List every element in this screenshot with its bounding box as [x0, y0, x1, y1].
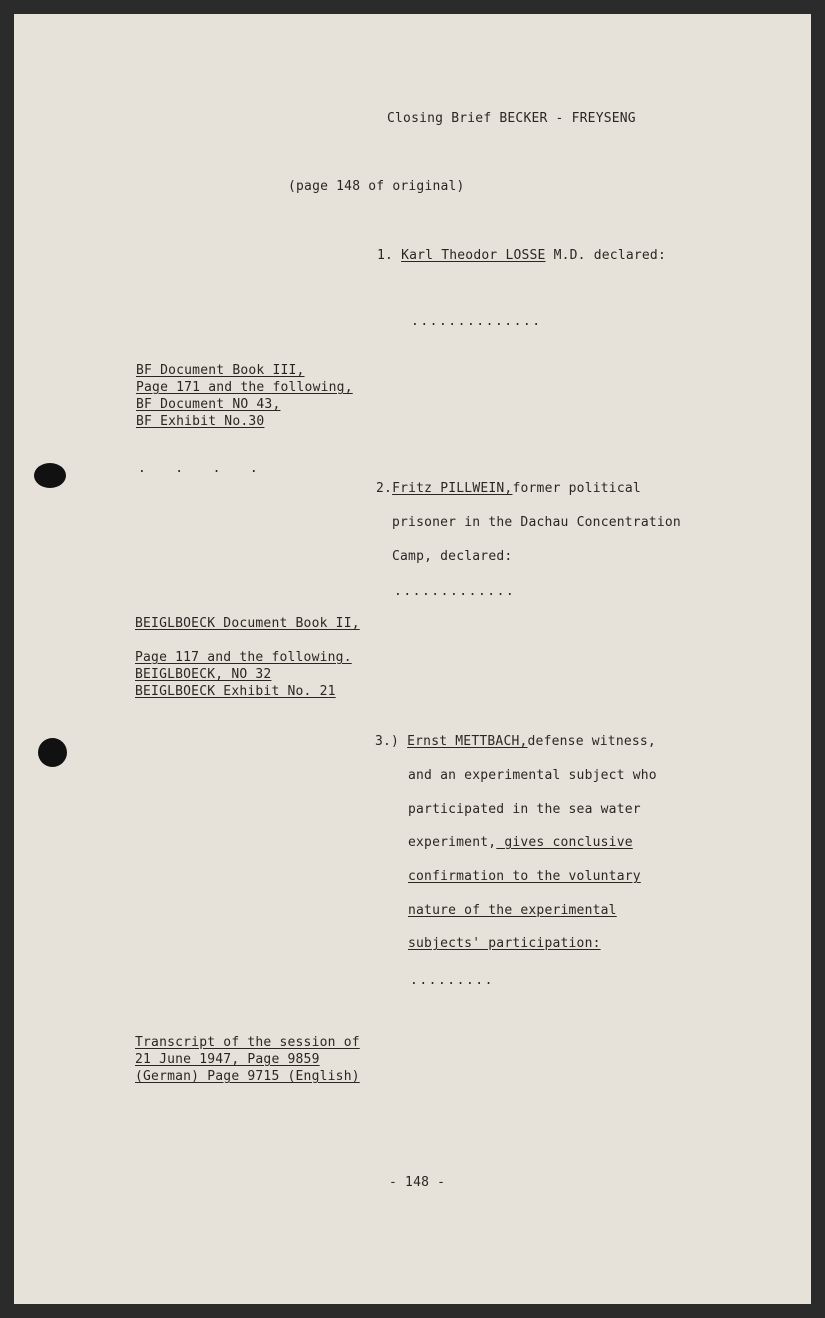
- ref-1-line-4: BF Exhibit No.30: [136, 414, 265, 429]
- ref-2-line-2: Page 117 and the following.: [135, 650, 352, 665]
- item-1-name: Karl Theodor LOSSE: [401, 248, 546, 263]
- item-2-ellipsis: .............: [394, 584, 516, 599]
- item-3-line-4-a: experiment,: [408, 835, 497, 850]
- document-page: [14, 14, 811, 1304]
- original-page-reference: (page 148 of original): [288, 179, 465, 194]
- punch-hole-bottom: [38, 738, 67, 767]
- item-2-number: 2.: [376, 481, 393, 496]
- item-3-number: 3.): [375, 734, 400, 749]
- item-3-name: Ernst METTBACH,: [407, 734, 528, 749]
- item-3-line-3: participated in the sea water: [408, 802, 641, 817]
- ref-2-line-3: BEIGLBOECK, NO 32: [135, 667, 272, 682]
- item-3-line-5: confirmation to the voluntary: [408, 869, 641, 884]
- item-3-ellipsis: .........: [410, 973, 494, 988]
- item-3-line-4-b: gives conclusive: [496, 835, 633, 850]
- item-2-line-3: Camp, declared:: [392, 549, 513, 564]
- ref-2-line-1: BEIGLBOECK Document Book II,: [135, 616, 360, 631]
- ref-3-line-3: (German) Page 9715 (English): [135, 1069, 360, 1084]
- item-3-line-1-rest: defense witness,: [527, 734, 656, 749]
- item-2-line-2: prisoner in the Dachau Concentration: [392, 515, 681, 530]
- item-3-line-1: [375, 733, 656, 750]
- item-1-ellipsis: ..............: [411, 314, 542, 329]
- item-3-line-7: subjects' participation:: [408, 936, 601, 951]
- ref-1-line-3: BF Document NO 43,: [136, 397, 281, 412]
- ref-2-line-4: BEIGLBOECK Exhibit No. 21: [135, 684, 336, 699]
- item-2-line-1: [376, 480, 641, 497]
- item-3-line-2: and an experimental subject who: [408, 768, 657, 783]
- item-3-line-6: nature of the experimental: [408, 903, 617, 918]
- item-2-line-1-rest: former political: [512, 481, 641, 496]
- item-3-line-4: [408, 834, 633, 851]
- ref-3-line-1: Transcript of the session of: [135, 1035, 360, 1050]
- ref-3-line-2: 21 June 1947, Page 9859: [135, 1052, 320, 1067]
- ref-1-line-1: BF Document Book III,: [136, 363, 305, 378]
- item-1-statement: [377, 247, 666, 264]
- document-title: Closing Brief BECKER - FREYSENG: [387, 111, 636, 126]
- item-1-rest: M.D. declared:: [545, 248, 666, 263]
- ref-1-line-2: Page 171 and the following,: [136, 380, 353, 395]
- item-1-number: 1.: [377, 248, 394, 263]
- punch-hole-top: [34, 463, 66, 488]
- separator-dots: . . . .: [138, 461, 260, 476]
- item-2-name: Fritz PILLWEIN,: [392, 481, 513, 496]
- page-number: - 148 -: [389, 1175, 446, 1190]
